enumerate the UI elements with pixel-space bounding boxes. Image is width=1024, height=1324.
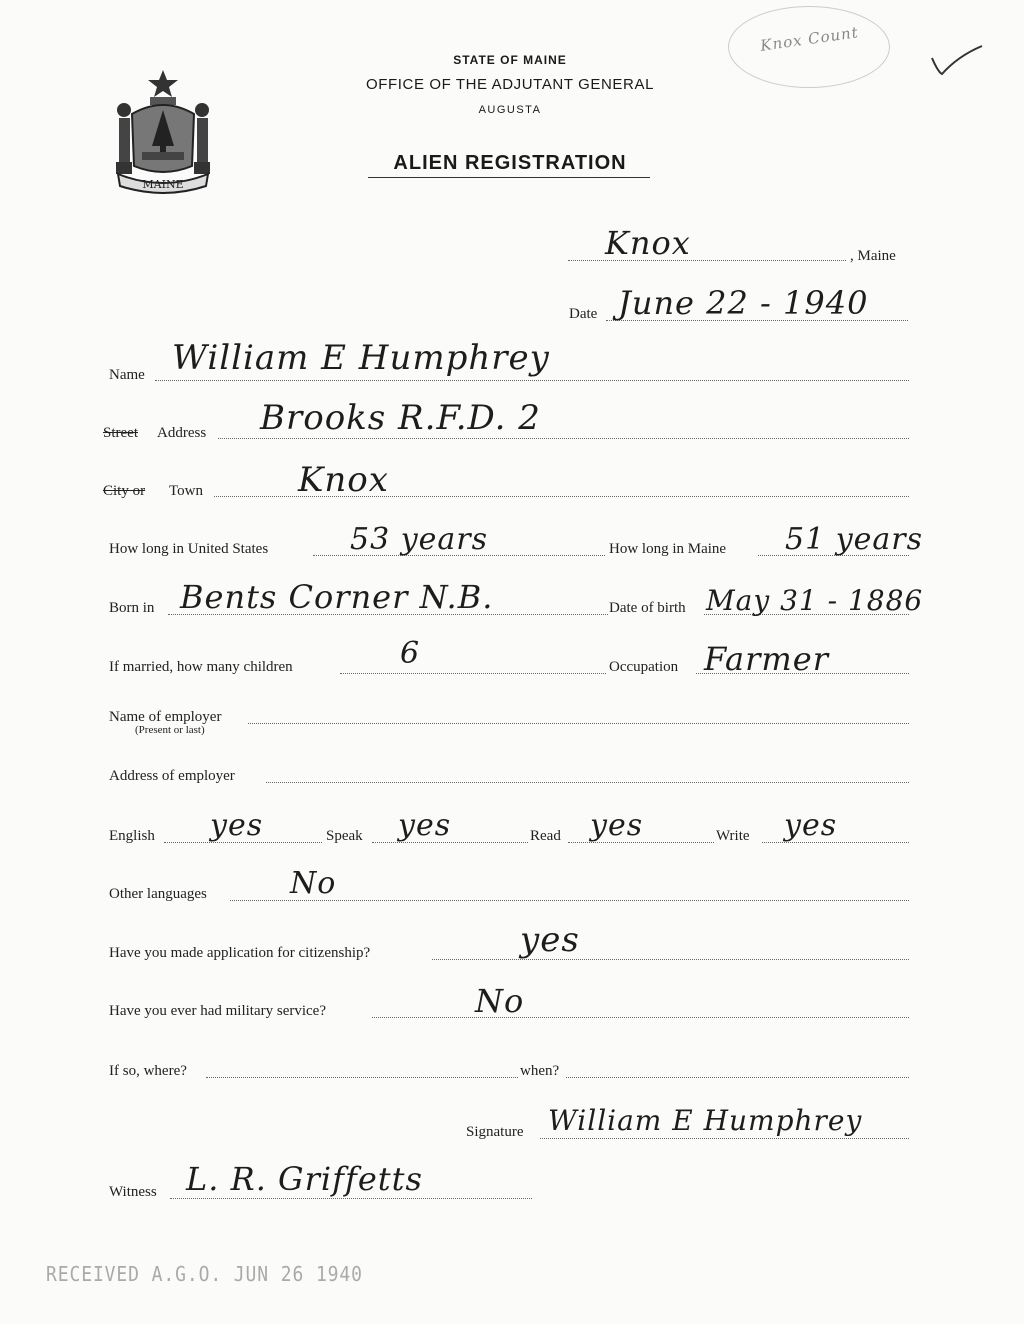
dob-value: May 31 - 1886: [706, 584, 924, 617]
employer-note: (Present or last): [135, 724, 205, 736]
street-label-struck: Street: [103, 425, 138, 441]
when-line: [566, 1077, 909, 1078]
date-label: Date: [569, 306, 598, 322]
citizenship-value: yes: [520, 920, 580, 960]
signature-label: Signature: [466, 1124, 524, 1140]
read-label: Read: [530, 828, 561, 844]
town-label: Town: [169, 483, 203, 499]
received-stamp: RECEIVED A.G.O. JUN 26 1940: [46, 1262, 363, 1286]
witness-value: L. R. Griffetts: [186, 1160, 423, 1198]
signature-value: William E Humphrey: [548, 1104, 863, 1137]
address-value: Brooks R.F.D. 2: [260, 398, 541, 438]
occupation-label: Occupation: [609, 659, 679, 675]
how-long-maine-label: How long in Maine: [609, 541, 727, 557]
read-value: yes: [590, 808, 644, 843]
dob-label: Date of birth: [609, 600, 686, 616]
city-heading: AUGUSTA: [478, 104, 542, 116]
born-in-value: Bents Corner N.B.: [180, 578, 494, 616]
speak-label: Speak: [326, 828, 363, 844]
name-line: [155, 380, 909, 381]
date-value: June 22 - 1940: [618, 284, 869, 322]
form-title: ALIEN REGISTRATION: [393, 152, 627, 174]
write-value: yes: [784, 808, 838, 843]
children-label: If married, how many children: [109, 659, 293, 675]
city-label-struck: City or: [103, 483, 146, 499]
office-heading: OFFICE OF THE ADJUTANT GENERAL: [365, 76, 655, 93]
witness-line: [170, 1198, 532, 1199]
citizenship-line: [432, 959, 909, 960]
if-so-where-label: If so, where?: [109, 1063, 187, 1079]
other-languages-value: No: [290, 866, 337, 901]
when-label: when?: [520, 1063, 560, 1079]
name-label: Name: [109, 367, 145, 383]
title-underline: [368, 177, 650, 178]
military-line: [372, 1017, 909, 1018]
name-value: William E Humphrey: [172, 338, 550, 378]
how-long-maine-value: 51 years: [785, 522, 924, 557]
citizenship-label: Have you made application for citizenship?: [109, 945, 371, 961]
margin-note: Knox Count: [759, 23, 860, 55]
town-value: Knox: [298, 460, 389, 500]
address-line: [218, 438, 909, 439]
address-label: Address: [157, 425, 207, 441]
employer-name-line: [248, 723, 909, 724]
other-languages-label: Other languages: [109, 886, 207, 902]
employer-name-label: Name of employer: [109, 709, 222, 725]
how-long-us-label: How long in United States: [109, 541, 269, 557]
maine-state-seal-icon: [110, 66, 216, 194]
children-line: [340, 673, 606, 674]
english-value: yes: [210, 808, 264, 843]
employer-address-label: Address of employer: [109, 768, 235, 784]
born-in-label: Born in: [109, 600, 155, 616]
county-value: Knox: [605, 224, 691, 262]
maine-label: , Maine: [850, 248, 896, 264]
military-label: Have you ever had military service?: [109, 1003, 326, 1019]
write-label: Write: [716, 828, 750, 844]
how-long-us-value: 53 years: [350, 522, 489, 557]
witness-label: Witness: [109, 1184, 157, 1200]
english-label: English: [109, 828, 155, 844]
signature-line: [540, 1138, 909, 1139]
occupation-value: Farmer: [704, 640, 829, 678]
if-so-where-line: [206, 1077, 518, 1078]
employer-address-line: [266, 782, 909, 783]
speak-value: yes: [398, 808, 452, 843]
children-value: 6: [400, 636, 421, 671]
seal-text: MAINE: [142, 178, 184, 191]
check-mark-icon: [928, 44, 984, 83]
state-heading: STATE OF MAINE: [453, 53, 567, 67]
military-value: No: [475, 982, 525, 1020]
